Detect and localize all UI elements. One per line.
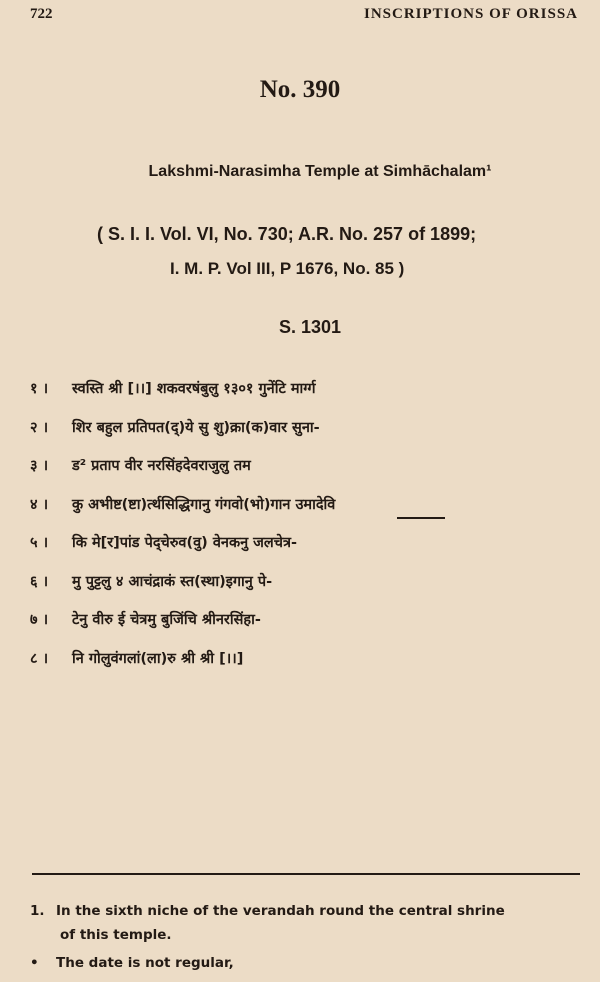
line-text: मु पुट्टलु ४ आचंद्राकं स्त(स्था)इगानु पे- <box>72 573 273 590</box>
text-line <box>30 571 570 610</box>
text-underline <box>397 517 445 519</box>
footnote-1-continued: of this temple. <box>60 927 172 943</box>
running-title: INSCRIPTIONS OF ORISSA <box>364 6 578 22</box>
text-line <box>30 609 570 648</box>
line-text: टेनु वीरु ई चेत्रमु बुजिंचि श्रीनरसिंहा- <box>72 612 261 628</box>
footnote-mark: 1. <box>30 903 45 919</box>
page-number: 722 <box>30 6 53 22</box>
inscription-number: No. 390 <box>259 76 341 103</box>
text-line <box>30 417 570 456</box>
reference-line-2: I. M. P. Vol III, P 1676, No. 85 ) <box>170 259 405 278</box>
footnote-mark: • <box>30 955 39 971</box>
text-line <box>30 378 570 417</box>
footnote-rule <box>32 873 580 875</box>
line-number: ८ । <box>30 650 49 667</box>
line-text: नि गोलुवंगलां(ला)रु श्री श्री [।।] <box>72 650 244 667</box>
footnote-2 <box>30 955 590 971</box>
line-number: ६ । <box>30 573 49 590</box>
line-text: शिर बहुल प्रतिपत(द्)ये सु शु)क्रा(क)वार सुना- <box>72 419 320 436</box>
footnote-1 <box>30 903 590 919</box>
line-text: ड² प्रताप वीर नरसिंहदेवराजुलु तम <box>72 458 251 474</box>
inscription-title: Lakshmi-Narasimha Temple at Simhāchalam¹ <box>148 163 492 180</box>
line-number: ३ । <box>30 458 49 474</box>
footnote-text: In the sixth niche of the verandah round the central shrine <box>56 903 505 919</box>
line-number: ४ । <box>30 496 49 513</box>
line-number: ५ । <box>30 535 49 551</box>
text-line <box>30 648 570 687</box>
line-text: स्वस्ति श्री [।।] शकवरषंबुलु १३०१ गुनेंटि मार्ग्ग <box>72 381 316 397</box>
line-text: कि मे[र]पांड पेद्चेरुव(वु) वेनकनु जलचेत्र- <box>72 535 297 551</box>
inscription-text <box>30 378 570 686</box>
footnote-text: The date is not regular, <box>56 955 234 971</box>
line-number: ७ । <box>30 612 49 628</box>
line-text: कु अभीष्ट(ष्टा)र्त्थसिद्धिगानु गंगवो(भो)गान उमादेवि <box>72 496 336 513</box>
line-number: २ । <box>30 419 49 436</box>
reference-line-1: ( S. I. I. Vol. VI, No. 730; A.R. No. 257 of 1899; <box>97 224 477 244</box>
text-line <box>30 455 570 494</box>
line-number: १ । <box>30 381 49 397</box>
text-line <box>30 532 570 571</box>
era-date: S. 1301 <box>278 317 342 337</box>
text-line <box>30 494 570 533</box>
